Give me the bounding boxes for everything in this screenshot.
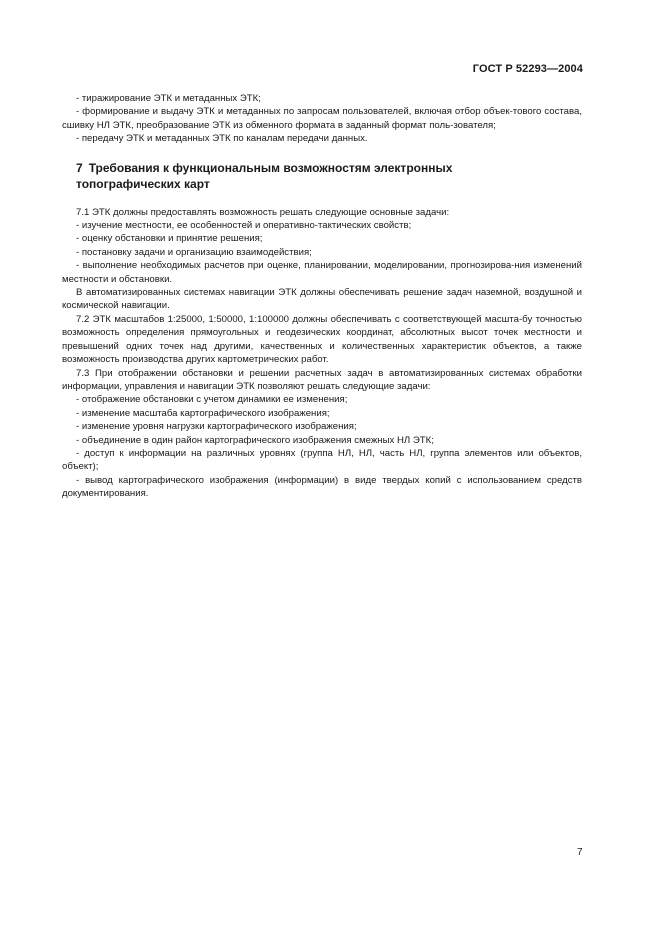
list-item: - выполнение необходимых расчетов при оценке, планировании, моделировании, прогнозирова-ния изменений местности и обстановки. xyxy=(62,260,582,285)
section-number: 7 xyxy=(76,160,83,175)
list-item: - доступ к информации на различных уровнях (группа НЛ, НЛ, часть НЛ, группа элементов или объектов, объект); xyxy=(62,447,582,473)
list-item: - отображение обстановки с учетом динамики ее изменения; xyxy=(76,394,348,406)
standard-designation: ГОСТ Р 52293—2004 xyxy=(472,63,583,75)
section-title-line1: Требования к функциональным возможностям электронных xyxy=(88,160,453,175)
page-number: 7 xyxy=(577,847,583,858)
list-item: - постановку задачи и организацию взаимодействия; xyxy=(76,246,312,258)
list-item: - изменение уровня нагрузки картографического изображения; xyxy=(76,421,357,433)
list-item: - вывод картографического изображения (информации) в виде твердых копий с использованием средств документирования. xyxy=(62,474,582,500)
paragraph-navigation-note: В автоматизированных системах навигации ЭТК должны обеспечивать решение задач наземной, воздушной и космической навигации. xyxy=(62,287,582,312)
list-item: - тиражирование ЭТК и метаданных ЭТК; xyxy=(76,93,261,104)
paragraph-7-1: 7.1 ЭТК должны предоставлять возможность решать следующие основные задачи: xyxy=(76,206,450,218)
section-title-line2: топографических карт xyxy=(76,176,210,191)
section-heading xyxy=(62,160,582,192)
list-item: - объединение в один район картографического изображения смежных НЛ ЭТК; xyxy=(76,434,434,446)
list-item: - изучение местности, ее особенностей и оперативно-тактических свойств; xyxy=(76,220,412,232)
list-item: - передачу ЭТК и метаданных ЭТК по каналам передачи данных. xyxy=(76,133,368,145)
document-body xyxy=(62,92,582,501)
paragraph-7-2: 7.2 ЭТК масштабов 1:25000, 1:50000, 1:100000 должны обеспечивать с соответствующей масшта-бу точностью возможность определения прямоугольных и геодезических координат, абсолютных высот точек местности и превышений одних точек над другими, качественных и количественных характеристик объектов, а также возможность производства других картометрических работ. xyxy=(62,313,582,366)
list-item: - изменение масштаба картографического изображения; xyxy=(76,407,330,419)
list-item: - оценку обстановки и принятие решения; xyxy=(76,233,263,245)
list-item: - формирование и выдачу ЭТК и метаданных по запросам пользователей, включая отбор объек-тового состава, сшивку НЛ ЭТК, преобразование ЭТК из обменного формата в заданный формат поль-зователя; xyxy=(62,106,582,131)
paragraph-7-3: 7.3 При отображении обстановки и решении расчетных задач в автоматизированных системах обработки информации, управления и навигации ЭТК позволяют решать следующие задачи: xyxy=(62,367,582,392)
